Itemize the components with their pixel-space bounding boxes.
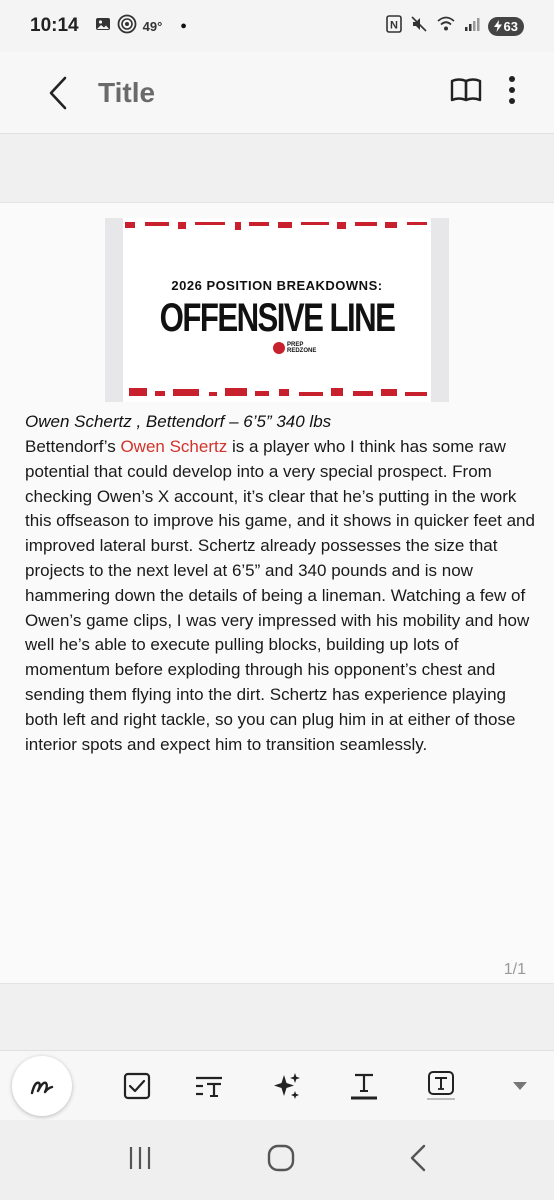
checkbox-icon [123,1072,151,1100]
text-style-tool-button[interactable] [334,1056,394,1116]
signal-icon [464,16,480,37]
battery-level: 63 [503,18,518,34]
article-banner-image [105,218,449,402]
battery-icon [488,17,524,36]
status-bar [0,0,554,52]
body-text-start: Bettendorf’s [25,437,121,456]
status-temperature: 49° [142,18,163,34]
more-options-icon [508,75,516,105]
logo-text-bottom: REDZONE [287,348,317,354]
banner-stripe-top [123,222,431,232]
toolbar-expand-button[interactable] [490,1056,550,1116]
wifi-icon [436,16,456,37]
app-bar [0,52,554,134]
player-name-link[interactable]: Owen Schertz [120,437,228,456]
text-style-icon [349,1071,379,1101]
ai-sparkle-icon [272,1071,302,1101]
dropdown-arrow-icon [512,1081,528,1091]
banner-subtitle: 2026 POSITION BREAKDOWNS: [171,278,383,293]
pen-icon [29,1075,55,1097]
article-body [25,435,540,757]
page-gap-top [0,134,554,202]
book-icon [450,77,482,103]
body-text-rest: is a player who I think has some raw potential that could develop into a very special prospect. From checking Owen’s X account, it’s clear that he’s putting in the work this offseason to improve his game, and it shows in quicker feet and improved lateral burst. Schertz already possesses the size that projects to the next level at 6’5” and 340 pounds and is now hammering down the details of being a lineman. Watching a few of Owen’s game clips, I was very impressed with his mobility and how well he’s able to execute pulling blocks, building up lots of momentum before exploding through his opponent’s chest and sending them flying into the dirt. Schertz has experience playing both left and right tackle, so you can plug him in at either of those interior spots and expect him to transition seamlessly. [25,437,535,754]
page-gap-bottom [0,984,554,1050]
home-icon [267,1144,295,1172]
ai-assist-tool-button[interactable] [257,1056,317,1116]
home-button[interactable] [267,1144,295,1177]
checkbox-tool-button[interactable] [107,1056,167,1116]
recents-button[interactable] [127,1145,153,1176]
logo-text-top: PREP [287,342,304,348]
dot-icon: ● [180,20,187,32]
article-heading: Owen Schertz , Bettendorf – 6’5” 340 lbs [25,412,332,431]
back-button[interactable] [28,63,88,123]
more-options-button[interactable] [508,75,516,110]
nav-back-button[interactable] [409,1144,427,1177]
pen-tool-button[interactable] [12,1056,72,1116]
app-title[interactable]: Title [98,76,156,108]
status-time: 10:14 [30,15,79,36]
nfc-icon [386,15,402,38]
back-arrow-icon [47,76,69,110]
page-counter: 1/1 [503,961,526,978]
text-box-tool-button[interactable] [411,1056,471,1116]
logo-mark [273,342,285,354]
svg-text:N: N [389,19,398,31]
document-page[interactable] [0,202,554,984]
system-nav-bar [0,1120,554,1200]
mute-icon [410,15,428,38]
text-format-icon [194,1073,224,1099]
prep-redzone-logo [273,342,316,354]
banner-headline: OFFENSIVE LINE [159,296,395,340]
banner-stripe-bottom [123,386,431,396]
back-icon [409,1144,427,1172]
text-format-tool-button[interactable] [179,1056,239,1116]
recents-icon [127,1145,153,1171]
book-button[interactable] [450,77,482,108]
gallery-icon [95,16,111,37]
text-box-icon [425,1070,457,1102]
editing-toolbar [0,1050,554,1120]
weather-icon [117,14,137,39]
